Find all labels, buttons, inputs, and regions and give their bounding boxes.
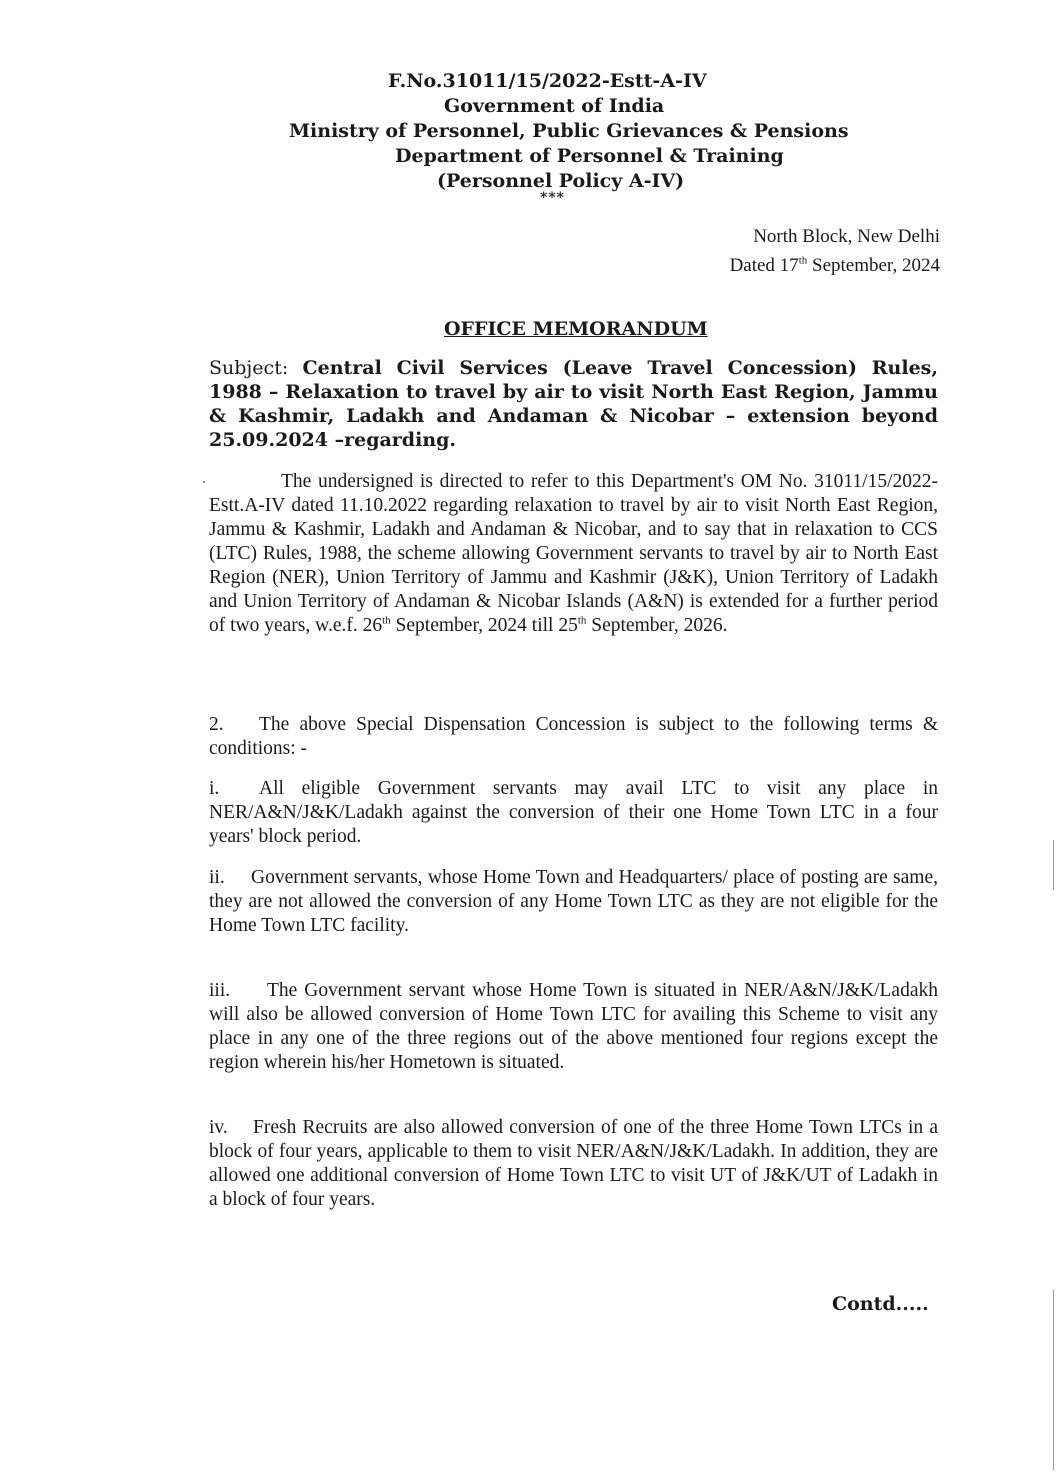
file-number: F.No.31011/15/2022-Estt-A-IV [388, 70, 707, 92]
date-line: Dated 17th September, 2024 [729, 254, 940, 276]
government-line: Government of India [444, 95, 665, 117]
scan-edge-mark [1053, 1290, 1054, 1470]
condition-i: i. All eligible Government servants may avail LTC to visit any place in NER/A&N/J&K/Ladakh against the conversion of their one Home Town LTC in a four years' block period. [209, 778, 938, 847]
scan-speck [203, 481, 205, 483]
continued-marker: Contd..... [832, 1293, 929, 1315]
division-line: (Personnel Policy A-IV) [437, 170, 685, 192]
place-line: North Block, New Delhi [753, 226, 940, 247]
ministry-line: Ministry of Personnel, Public Grievances & Pensions [289, 120, 849, 142]
scan-edge-mark [1053, 840, 1054, 890]
department-line: Department of Personnel & Training [395, 145, 784, 167]
paragraph-2: 2. The above Special Dispensation Concession is subject to the following terms & conditions: - [209, 714, 938, 759]
condition-iv: iv. Fresh Recruits are also allowed conversion of one of the three Home Town LTCs in a block of four years, applicable to them to visit NER/A&N/J&K/Ladakh. In addition, they are allowed one additional conversion of Home Town LTC to visit UT of J&K/UT of Ladakh in a block of four years. [209, 1117, 938, 1210]
subject-text: Central Civil Services (Leave Travel Concession) Rules, 1988 – Relaxation to travel by air to visit North East Region, Jammu & Kashmir, Ladakh and Andaman & Nicobar – extension beyond 25.09.2024 –regarding. [209, 357, 938, 451]
memo-title: OFFICE MEMORANDUM [444, 318, 708, 340]
subject-label: Subject: [209, 357, 303, 379]
condition-ii: ii. Government servants, whose Home Town and Headquarters/ place of posting are same, they are not allowed the conversion of any Home Town LTC as they are not eligible for the Home Town LTC facility. [209, 867, 938, 936]
separator-stars: *** [540, 190, 565, 206]
paragraph-1: The undersigned is directed to refer to this Department's OM No. 31011/15/2022-Estt.A-IV dated 11.10.2022 regarding relaxation to travel by air to visit North East Region, Jammu & Kashmir, Ladakh and Andaman & Nicobar, and to say that in relaxation to CCS (LTC) Rules, 1988, the scheme allowing Government servants to travel by air to North East Region (NER), Union Territory of Jammu and Kashmir (J&K), Union Territory of Ladakh and Union Territory of Andaman & Nicobar Islands (A&N) is extended for a further period of two years, w.e.f. 26th September, 2024 till 25th September, 2026. [209, 471, 938, 636]
condition-iii: iii. The Government servant whose Home Town is situated in NER/A&N/J&K/Ladakh will also be allowed conversion of Home Town LTC for availing this Scheme to visit any place in any one of the three regions out of the above mentioned four regions except the region wherein his/her Hometown is situated. [209, 980, 938, 1073]
subject-block [209, 356, 938, 452]
